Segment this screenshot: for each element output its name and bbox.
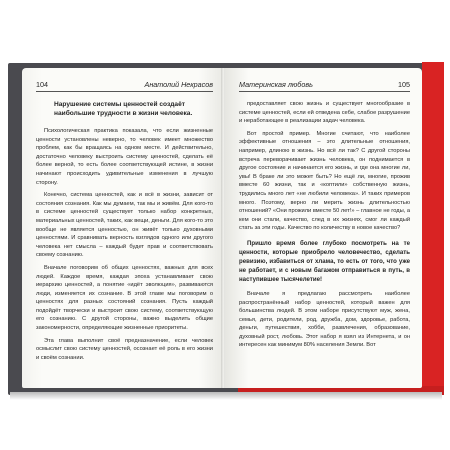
left-page-header: [36, 80, 213, 92]
left-paragraph-2: Конечно, система ценностей, как и всё в жизни, зависит от состояния сознания. Как мы думаем, так мы и живём. Для кого-то в системе ценностей существует только набор конкретных, материальных ценностей, таких, как вещи, деньги. Для кого-то это вообще не является ценностью, он живёт только духовными ценностями. И сравнивать верность взглядов одного или другого человека нет смысла – каждый будет прав и соответствовать своему сознанию.: [36, 192, 213, 259]
right-paragraph-1: предоставляет свою жизнь и существует многообразие в системе ценностей, если ей отведена себе, слабое разрушение и неработающее в реализации задач человека.: [239, 101, 410, 125]
right-page-header: [239, 80, 410, 92]
right-paragraph-2: Вот простой пример. Многие считают, что наиболее эффективные отношения – это длительные отношения, например, длиною в жизнь. Но всё ли так? С другой стороны встреча переворачивает жизнь человека, он поднимается в другое состояние и начинается его жизнь, и где она многие ли, увы! В браке ли это может быть? Но ещё ли, многие, прожив вместе 60 жизни, так и «коптили» собственную жизнь, трудились много лет «не любили человека». И таких примеров много. Поэтому, верно ли мерить жизнь длительностью отношений? «Они прожили вместе 50 лет!» – главное не годы, а кем они стали, качество, след в их жизнях, смог ли каждый стать за эти годы. Качество по количеству в новое качество?: [239, 130, 410, 232]
right-closing-paragraph: Вначале я предлагаю рассмотреть наиболее распространённый набор ценностей, который важен для большинства людей. В этом наборе присутствуют муж, жена, семья, дети, родители, род, дружба, дом, здоровье, работа, деньги, путешествия, хобби, развлечения, образование, духовный рост, любовь. Этот набор я взял из Интернета, и он интересен как минимум 80% населения Земли. Вот: [239, 290, 410, 349]
book-shadow: [10, 392, 442, 400]
left-paragraph-1: Психологическая практика показала, что если жизненные ценности установлены неверно, то человек имеет множество проблем, как бы вращаясь на одном месте. И действительно, достаточно человеку выстроить систему ценностей, сделать её более верной, то есть более соответствующей истине, в жизни начинают происходить удивительные изменения в лучшую сторону.: [36, 128, 213, 186]
right-running-head: Материнская любовь: [239, 80, 313, 89]
left-page-number: 104: [36, 80, 48, 89]
section-heading: Нарушение системы ценностей создаёт наибольшие трудности в жизни человека.: [54, 101, 193, 117]
left-page: [22, 68, 223, 388]
right-page-number: 105: [398, 80, 410, 89]
left-running-head: Анатолий Некрасов: [144, 80, 213, 89]
right-page: [225, 68, 422, 388]
cover-red-edge: [422, 62, 444, 392]
emphasis-paragraph: Пришло время более глубоко посмотреть на те ценности, которые приобрело человечество, сделать ревизию, избавиться от хлама, то есть от того, что уже не работает, и с новым багажом отправиться в путь, в наступившее тысячелетие!: [239, 239, 410, 283]
left-paragraph-4: Эта глава выполнит своё предназначение, если человек осмыслит свою систему ценностей, осознает её роль в его жизни и своём сознании.: [36, 337, 213, 361]
left-paragraph-3: Вначале поговорим об общих ценностях, важных для всех людей. Каждое время, каждая эпоха устанавливает свою иерархию ценностей, а понятие «идёт эволюция», развиваются люди, изменяется их сознание. В этой главе мы поговорим о ценностях для разных состояний сознания. Пусть каждый подойдёт творчески и выстроит свою систему, соответствующую его сознанию. С другой стороны, важно выделить общие закономерности, определяющие жизненные приоритеты.: [36, 264, 213, 332]
